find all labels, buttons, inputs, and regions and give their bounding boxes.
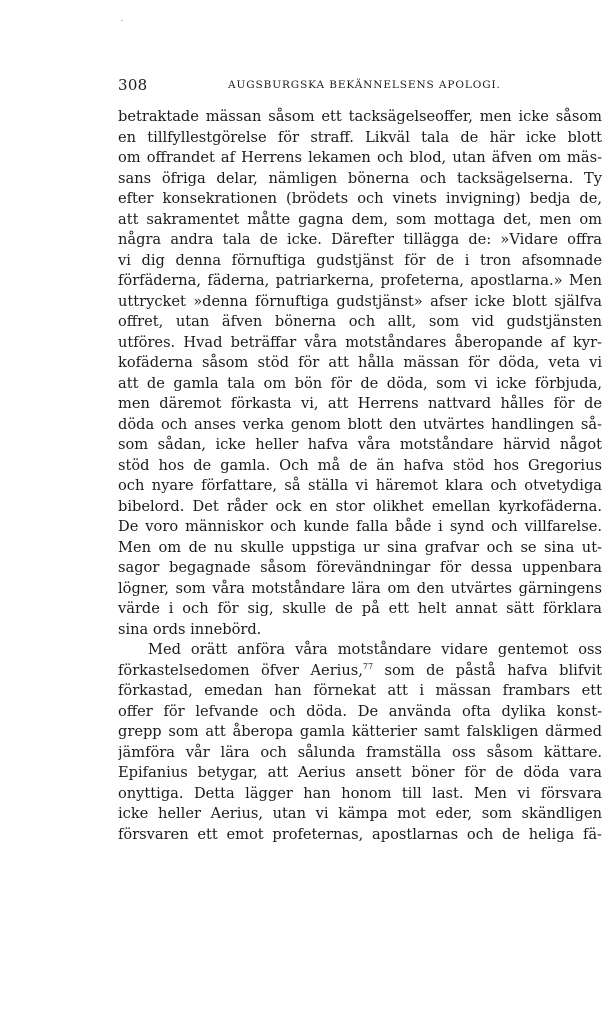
paragraph-2 xyxy=(118,640,602,845)
text-line: lögner, som våra motståndare lära om den utvärtes gärningens xyxy=(118,579,602,597)
text-line: värde i och för sig, skulle de på ett helt annat sätt förklara xyxy=(118,600,602,617)
text-line: Med orätt anföra våra motståndare vidare gentemot oss xyxy=(148,641,602,658)
text-line: icke heller Aerius, utan vi kämpa mot eder, som skändligen xyxy=(118,805,602,822)
text-line: stöd hos de gamla. Och må de än hafva stöd hos Gregorius xyxy=(118,456,602,474)
text-line: att de gamla tala om bön för de döda, som vi icke förbjuda, xyxy=(118,374,602,392)
text-line: döda och anses verka genom blott den utvärtes handlingen så- xyxy=(118,415,602,433)
text-line: jämföra vår lära och sålunda framställa oss såsom kättare. xyxy=(118,743,602,761)
text-line: förkastad, emedan han förnekat att i mässan frambars ett xyxy=(118,682,602,699)
text-line: att sakramentet måtte gagna dem, som mottaga det, men om xyxy=(118,210,602,228)
text-line: några andra tala de icke. Därefter tillägga de: »Vidare offra xyxy=(118,231,602,248)
text-line: utföres. Hvad beträffar våra motståndares åberopande af kyr- xyxy=(118,333,602,351)
page-number: 308 xyxy=(118,76,148,94)
text-line: sans öfriga delar, nämligen bönerna och tacksägelserna. Ty xyxy=(118,169,602,187)
body-text xyxy=(118,107,602,845)
text-line: De voro människor och kunde falla både i synd och villfarelse. xyxy=(118,518,602,535)
text-line: om offrandet af Herrens lekamen och blod, utan äfven om mäs- xyxy=(118,149,602,166)
paragraph-1 xyxy=(118,107,602,640)
text-line: sagor begagnade såsom förevändningar för dessa uppenbara xyxy=(118,559,602,576)
footnote-ref: 77 xyxy=(362,661,374,671)
text-line-with-footnote xyxy=(118,661,602,682)
print-speck xyxy=(121,20,123,21)
text-line: vi dig denna förnuftiga gudstjänst för de i tron afsomnade xyxy=(118,251,602,269)
text-line: offer för lefvande och döda. De använda ofta dylika konst- xyxy=(118,702,602,720)
text-line: efter konsekrationen (brödets och vinets invigning) bedja de, xyxy=(118,190,602,207)
text-line: grepp som att åberopa gamla kätterier samt falskligen därmed xyxy=(118,723,602,740)
text-line: Men om de nu skulle uppstiga ur sina grafvar och se sina ut- xyxy=(118,538,602,556)
text-fragment: förkastelsedomen öfver Aerius, xyxy=(118,661,363,679)
text-line: bibelord. Det råder ock en stor olikhet emellan kyrkofäderna. xyxy=(118,497,602,515)
text-line: betraktade mässan såsom ett tacksägelseoffer, men icke såsom xyxy=(118,108,602,125)
text-line: offret, utan äfven bönerna och allt, som vid gudstjänsten xyxy=(118,313,602,330)
text-line: försvaren ett emot profeternas, apostlarnas och de heliga fä- xyxy=(118,825,602,843)
text-line: sina ords innebörd. xyxy=(118,620,262,638)
text-line: och nyare författare, så ställa vi häremot klara och otvetydiga xyxy=(118,477,602,494)
text-fragment: som de påstå hafva blifvit xyxy=(373,661,602,679)
running-head xyxy=(118,76,602,94)
text-line: som sådan, icke heller hafva våra motståndare härvid något xyxy=(118,436,602,453)
text-line: men däremot förkasta vi, att Herrens nattvard hålles för de xyxy=(118,395,602,412)
text-line: Epifanius betygar, att Aerius ansett böner för de döda vara xyxy=(118,764,602,781)
text-line: en tillfyllestgörelse för straff. Likväl tala de här icke blott xyxy=(118,128,602,146)
text-line: onyttiga. Detta lägger han honom till last. Men vi försvara xyxy=(118,784,602,802)
text-line: förfäderna, fäderna, patriarkerna, profeterna, apostlarna.» Men xyxy=(118,272,602,289)
text-line: uttrycket »denna förnuftiga gudstjänst» afser icke blott själfva xyxy=(118,292,602,310)
text-line: kofäderna såsom stöd för att hålla mässan för döda, veta vi xyxy=(118,354,602,371)
running-title: AUGSBURGSKA BEKÄNNELSENS APOLOGI. xyxy=(228,79,501,91)
